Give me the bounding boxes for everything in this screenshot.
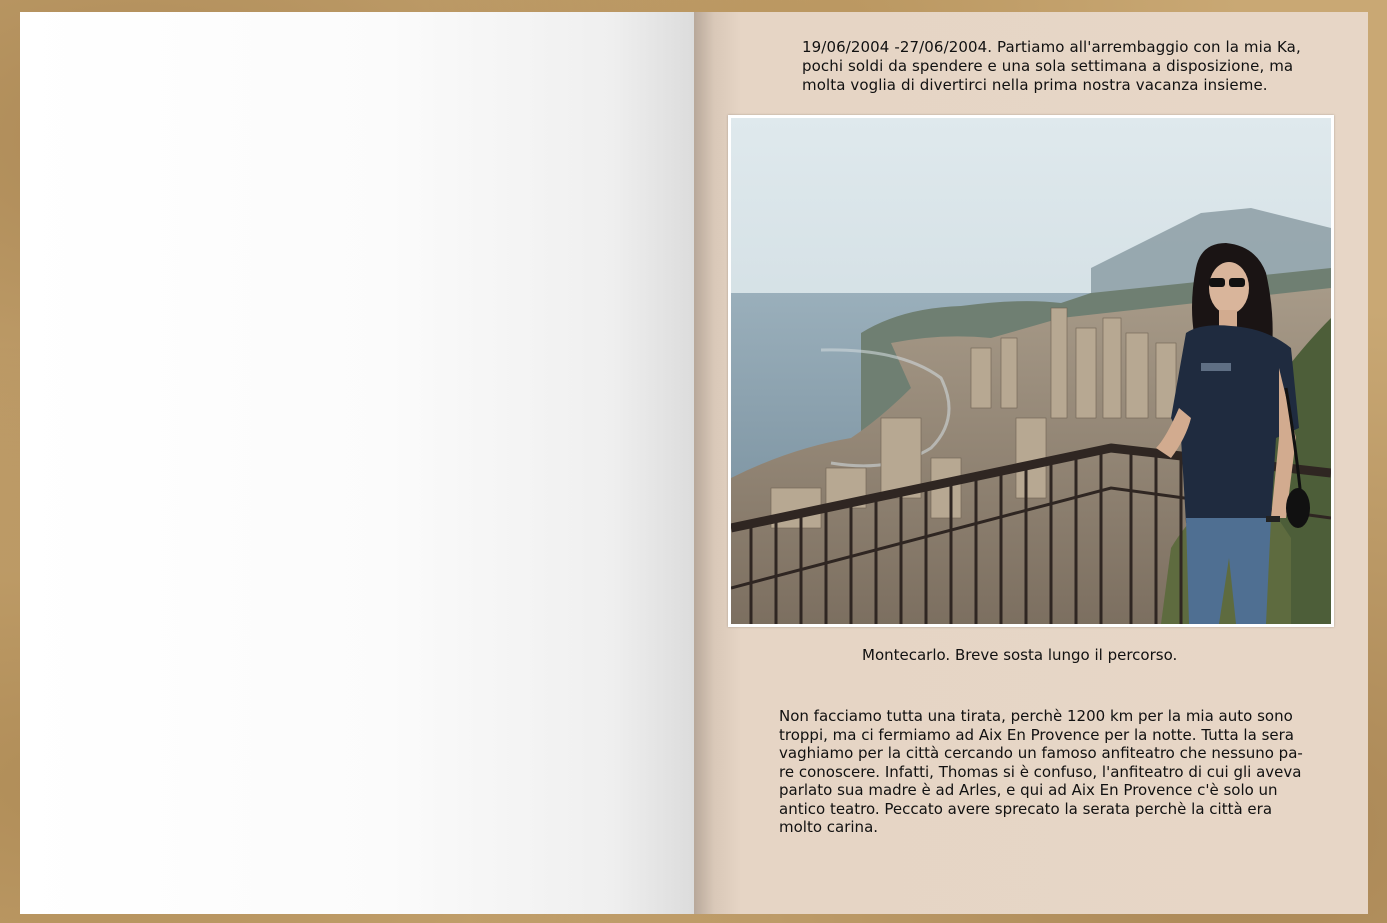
photo-frame bbox=[728, 115, 1334, 627]
montecarlo-photo bbox=[731, 118, 1331, 624]
left-page bbox=[20, 12, 694, 914]
right-page bbox=[694, 12, 1368, 914]
body-text: Non facciamo tutta una tirata, perchè 1200 km per la mia auto sono troppi, ma ci fermiamo ad Aix En Provence per la notte. Tutta la sera vaghiamo per la città cercando un famoso anfiteatro che nessuno pa-re conoscere. Infatti, Thomas si è confuso, l'anfiteatro di cui gli aveva parlato sua madre è ad Arles, e qui ad Aix En Provence c'è solo un antico teatro. Peccato avere sprecato la serata perchè la città era molto carina. bbox=[779, 707, 1303, 836]
photo-caption: Montecarlo. Breve sosta lungo il percorso. bbox=[862, 646, 1178, 664]
intro-text: 19/06/2004 -27/06/2004. Partiamo all'arrembaggio con la mia Ka, pochi soldi da spendere e una sola settimana a disposizione, ma molta voglia di divertirci nella prima nostra vacanza insieme. bbox=[802, 38, 1301, 94]
